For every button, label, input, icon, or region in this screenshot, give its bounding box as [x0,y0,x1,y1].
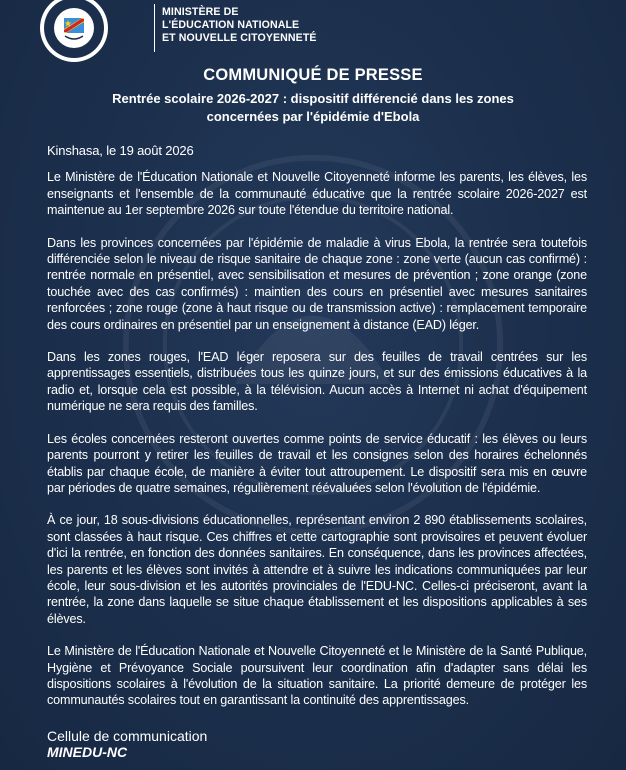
paragraph: Les écoles concernées resteront ouvertes comme points de service éducatif : les élèves ou leurs parents pourront y retirer les feuilles de travail et les consignes selon des horaires échelonnés établis par chaque école, de manière à éviter tout attroupement. Le dispositif sera mis en œuvre par périodes de quatre semaines, régulièrement réévaluées selon l'évolution de l'épidémie. [47,431,587,495]
signature-block [47,728,207,761]
paragraph: Dans les provinces concernées par l'épidémie de maladie à virus Ebola, la rentrée sera toutefois différenciée selon le niveau de risque sanitaire de chaque zone : zone verte (aucun cas confirmé) : rentrée normale en présentiel, avec sensibilisation et mesures de prévention ; zone orange (zone touchée avec des cas confirmés) : maintien des cours en présentiel avec mesures sanitaires renforcées ; zone rouge (zone à haut risque ou de transmission active) : remplacement temporaire des cours ordinaires en présentiel par un enseignement à distance (EAD) léger. [47,235,587,332]
ministry-name [162,6,317,44]
header-divider [154,4,155,52]
communique-body [47,143,587,725]
paragraph: Le Ministère de l'Éducation Nationale et Nouvelle Citoyenneté et le Ministère de la Santé Publique, Hygiène et Prévoyance Sociale poursuivent leur coordination afin d'adapter sans délai les dispositions scolaires à l'évolution de la situation sanitaire. La priorité demeure de protéger les communautés scolaires tout en garantissant la continuité des apprentissages. [47,644,587,708]
signature-organization: MINEDU-NC [47,744,128,760]
paragraph: Dans les zones rouges, l'EAD léger reposera sur des feuilles de travail centrées sur les apprentissages essentiels, distribuées tous les quinze jours, et sur des émissions éducatives à la radio et, lorsque cela est possible, à la télévision. Aucun accès à Internet ni achat d'équipement numérique ne sera requis des familles. [47,350,587,414]
subtitle-line: concernées par l'épidémie d'Ebola [206,109,420,124]
paragraph: À ce jour, 18 sous-divisions éducationnelles, représentant environ 2 890 établissements scolaires, sont classées à haut risque. Ces chiffres et cette cartographie sont provisoires et peuvent évoluer d'ici la rentrée, en fonction des données sanitaires. En conséquence, dans les provinces affectées, les parents et les élèves sont invités à attendre et à suivre les indications communiquées par leur école, leur sous-division et les autorités provinciales de l'EDU-NC. Celles-ci préciseront, avant la rentrée, la zone dans laquelle se situe chaque établissement et les dispositions applicables à ses élèves. [47,513,587,626]
government-seal-icon [38,0,110,64]
subtitle-line: Rentrée scolaire 2026-2027 : dispositif différencié dans les zones [112,91,514,106]
document-subtitle [0,90,626,126]
document-title: COMMUNIQUÉ DE PRESSE [203,66,423,84]
date-line: Kinshasa, le 19 août 2026 [47,143,194,158]
ministry-line: MINISTÈRE DE [162,6,239,18]
ministry-line: L'ÉDUCATION NATIONALE [162,18,300,31]
paragraph: Le Ministère de l'Éducation Nationale et Nouvelle Citoyenneté informe les parents, les élèves, les enseignants et l'ensemble de la communauté éducative que la rentrée scolaire 2026-2027 est maintenue au 1er septembre 2026 sur toute l'étendue du territoire national. [47,170,587,218]
ministry-line: ET NOUVELLE CITOYENNETÉ [162,31,317,44]
signature-department: Cellule de communication [47,728,208,744]
